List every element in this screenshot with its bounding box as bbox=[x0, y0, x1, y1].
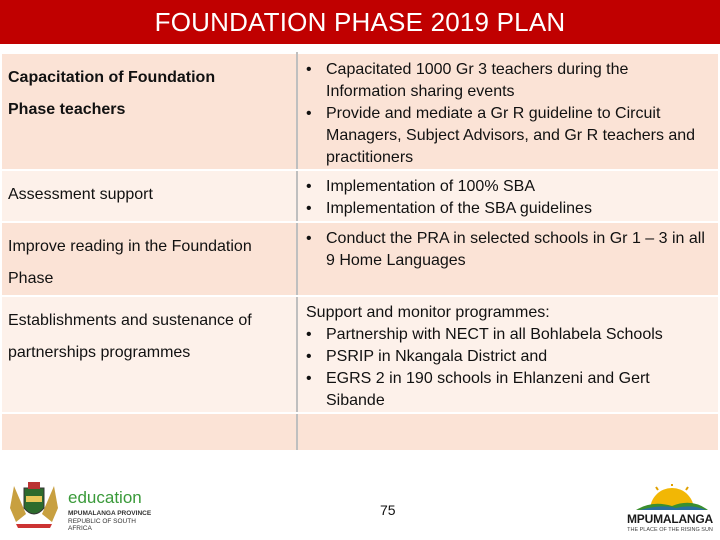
page-number: 75 bbox=[380, 502, 396, 518]
table-row bbox=[1, 53, 719, 170]
activity-list bbox=[306, 324, 712, 412]
list-item: • Conduct the PRA in selected schools in Gr 1 – 3 in all 9 Home Languages bbox=[306, 228, 712, 272]
focus-area-cell bbox=[1, 170, 297, 222]
list-item: • PSRIP in Nkangala District and bbox=[306, 346, 712, 368]
table-row bbox=[1, 296, 719, 413]
focus-area-line: Establishments and sustenance of bbox=[8, 312, 252, 329]
list-item: • Implementation of the SBA guidelines bbox=[306, 198, 712, 220]
activities-cell bbox=[297, 53, 719, 170]
list-item: • Implementation of 100% SBA bbox=[306, 176, 712, 198]
education-country: REPUBLIC OF SOUTH AFRICA bbox=[68, 518, 136, 532]
activities-cell bbox=[297, 222, 719, 296]
activity-list bbox=[306, 228, 712, 272]
focus-area-cell bbox=[1, 296, 297, 413]
focus-area-line: partnerships programmes bbox=[8, 344, 191, 361]
activity-intro: Support and monitor programmes: bbox=[306, 304, 550, 321]
activity-list bbox=[306, 59, 712, 169]
rising-sun-icon bbox=[632, 484, 712, 512]
coat-of-arms-icon bbox=[6, 478, 62, 530]
title-bar bbox=[0, 0, 720, 44]
activities-cell bbox=[297, 296, 719, 413]
focus-area-line: Improve reading in the Foundation bbox=[8, 238, 252, 255]
education-province: MPUMALANGA PROVINCE bbox=[68, 510, 152, 517]
activity-list bbox=[306, 176, 712, 220]
mpumalanga-logo bbox=[622, 484, 718, 538]
table-row bbox=[1, 170, 719, 222]
education-wordmark: education bbox=[68, 488, 142, 507]
education-logo bbox=[6, 478, 156, 533]
focus-area-line: Capacitation of Foundation bbox=[8, 69, 216, 86]
plan-table bbox=[0, 52, 720, 464]
focus-area-line: Assessment support bbox=[8, 186, 153, 203]
focus-area-line: Phase bbox=[8, 270, 54, 287]
list-item: • Partnership with NECT in all Bohlabela Schools bbox=[306, 324, 712, 346]
list-item: • Provide and mediate a Gr R guideline to Circuit Managers, Subject Advisors, and Gr R teachers and practitioners bbox=[306, 103, 712, 169]
focus-area-cell bbox=[1, 53, 297, 170]
page-title: FOUNDATION PHASE 2019 PLAN bbox=[154, 7, 566, 37]
mpumalanga-wordmark: MPUMALANGA bbox=[627, 512, 713, 526]
list-item: • Capacitated 1000 Gr 3 teachers during the Information sharing events bbox=[306, 59, 712, 103]
focus-area-line: Phase teachers bbox=[8, 101, 126, 118]
focus-area-cell bbox=[1, 222, 297, 296]
mpumalanga-tagline: THE PLACE OF THE RISING SUN bbox=[627, 527, 713, 533]
activities-cell bbox=[297, 170, 719, 222]
table-row bbox=[1, 222, 719, 296]
list-item: • EGRS 2 in 190 schools in Ehlanzeni and Gert Sibande bbox=[306, 368, 712, 412]
